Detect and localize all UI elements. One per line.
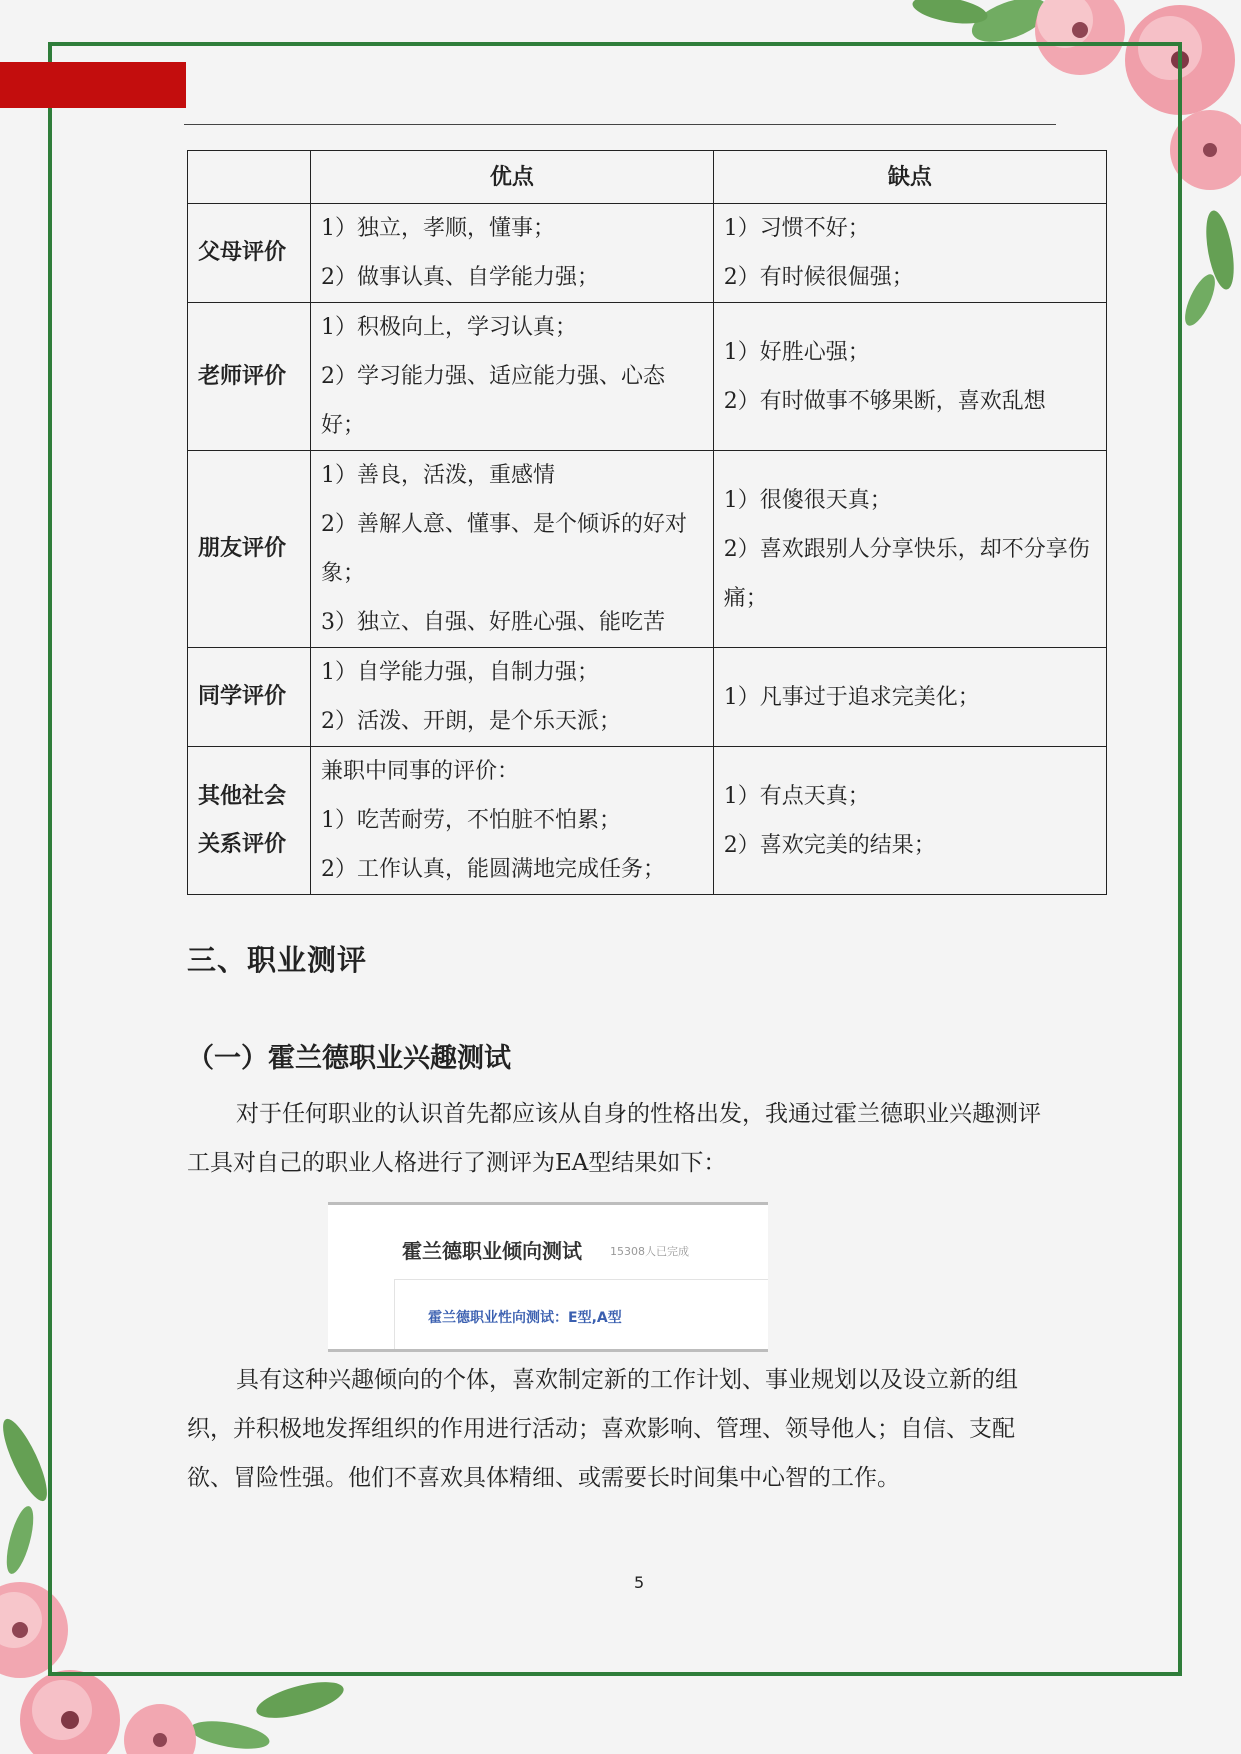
subsection-title: （一）霍兰德职业兴趣测试	[187, 1043, 511, 1074]
pros-cell: 兼职中同事的评价： 1）吃苦耐劳，不怕脏不怕累； 2）工作认真，能圆满地完成任务；	[311, 747, 714, 895]
table-row	[188, 747, 1107, 895]
table-header-empty	[188, 151, 311, 204]
intro-paragraph: 对于任何职业的认识首先都应该从自身的性格出发，我通过霍兰德职业兴趣测评工具对自己的职业人格进行了测评为EA型结果如下：	[187, 1101, 1041, 1176]
row-label: 父母评价	[188, 204, 311, 303]
header-red-tab	[0, 62, 186, 108]
screenshot-title: 霍兰德职业倾向测试	[402, 1239, 582, 1263]
table-row	[188, 303, 1107, 451]
table-header-pros: 优点	[311, 151, 714, 204]
screenshot-vertical-line	[394, 1279, 395, 1349]
pros-cell: 1）独立，孝顺，懂事； 2）做事认真、自学能力强；	[311, 204, 714, 303]
table-row	[188, 451, 1107, 648]
section-title: 三、职业测评	[187, 943, 368, 977]
table-row	[188, 648, 1107, 747]
page-number: 5	[634, 1573, 645, 1592]
cons-cell: 1）很傻很天真； 2）喜欢跟别人分享快乐，却不分享伤痛；	[713, 451, 1106, 648]
pros-cell: 1）善良，活泼，重感情 2）善解人意、懂事、是个倾诉的好对象； 3）独立、自强、好胜心强、能吃苦	[311, 451, 714, 648]
screenshot-count: 15308人已完成	[610, 1245, 689, 1258]
cons-cell: 1）有点天真； 2）喜欢完美的结果；	[713, 747, 1106, 895]
screenshot-result: 霍兰德职业性向测试：E型,A型	[428, 1310, 622, 1326]
row-label: 老师评价	[188, 303, 311, 451]
cons-cell: 1）好胜心强； 2）有时做事不够果断，喜欢乱想	[713, 303, 1106, 451]
pros-cell: 1）积极向上，学习认真； 2）学习能力强、适应能力强、心态好；	[311, 303, 714, 451]
table-header-cons: 缺点	[713, 151, 1106, 204]
row-label: 朋友评价	[188, 451, 311, 648]
test-result-screenshot	[328, 1202, 768, 1352]
description-paragraph: 具有这种兴趣倾向的个体，喜欢制定新的工作计划、事业规划以及设立新的组织，并积极地发挥组织的作用进行活动；喜欢影响、管理、领导他人；自信、支配欲、冒险性强。他们不喜欢具体精细、或需要长时间集中心智的工作。	[187, 1367, 1018, 1491]
evaluation-table	[187, 150, 1107, 895]
screenshot-divider	[394, 1279, 768, 1280]
table-row	[188, 204, 1107, 303]
row-label: 同学评价	[188, 648, 311, 747]
row-label: 其他社会 关系评价	[188, 747, 311, 895]
pros-cell: 1）自学能力强，自制力强； 2）活泼、开朗，是个乐天派；	[311, 648, 714, 747]
cons-cell: 1）凡事过于追求完美化；	[713, 648, 1106, 747]
header-divider	[184, 124, 1056, 125]
cons-cell: 1）习惯不好； 2）有时候很倔强；	[713, 204, 1106, 303]
table-header-row	[188, 151, 1107, 204]
